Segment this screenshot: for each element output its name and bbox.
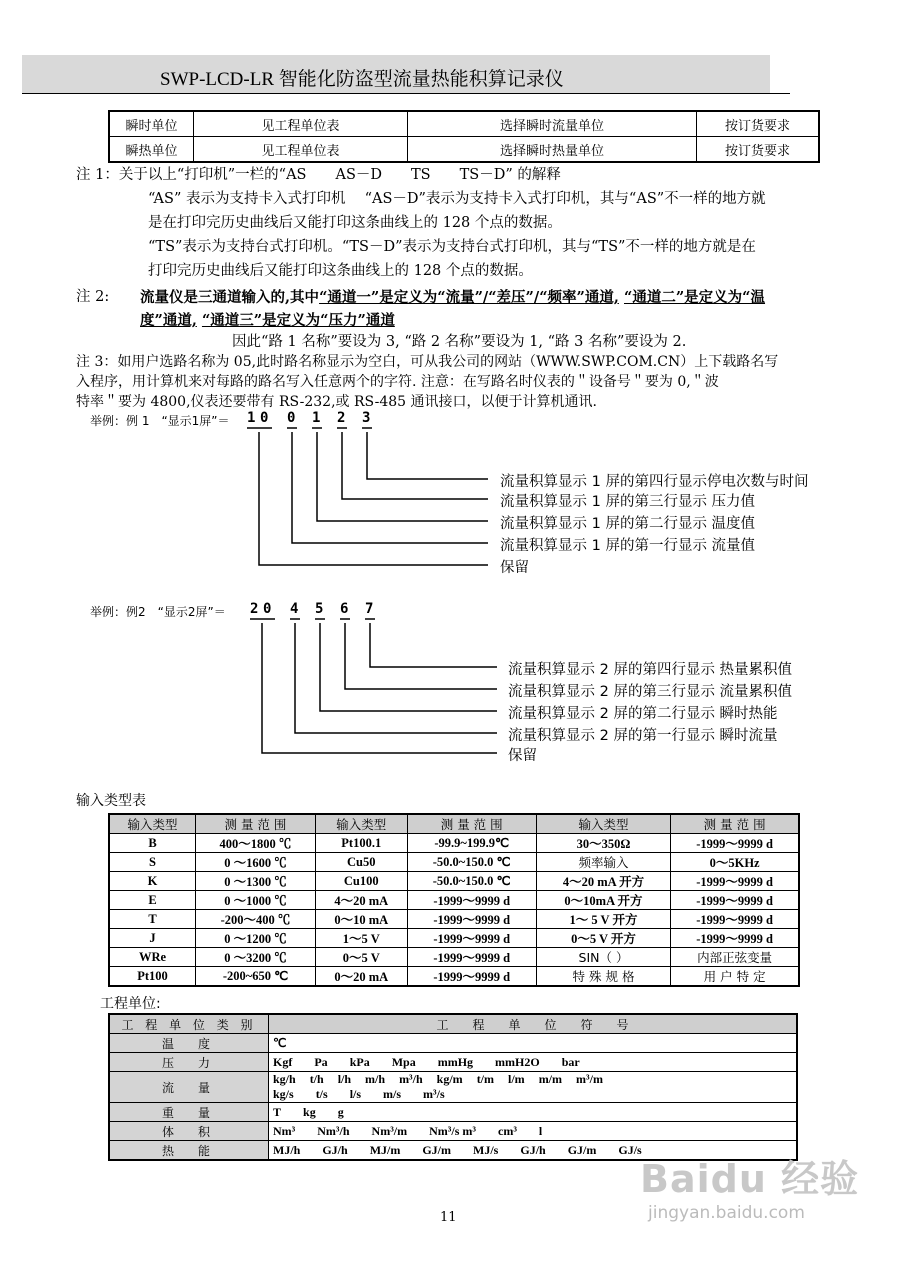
note3-line1: 注 3：如用户选路名称为 05,此时路名称显示为空白，可从我公司的网站（WWW.SWP.COM.CN）上下载路名写 [76, 354, 779, 370]
unit-symbol-line [273, 1124, 792, 1139]
table-row [109, 872, 799, 891]
note2-channel3: “通道三”是定义为“压力”通道 [201, 312, 395, 329]
example1-digit: 3 [362, 410, 373, 426]
example1-digit: 0 [287, 410, 298, 426]
table-cell: 瞬热单位 [109, 137, 194, 163]
unit-symbol: l [538, 1123, 543, 1138]
table-cell: 4～20 mA [315, 891, 407, 910]
example2-digit: 6 [340, 601, 351, 617]
table-cell: SIN（ ） [536, 948, 670, 967]
unit-symbol: kg/s [273, 1087, 294, 1101]
example2-digit: 5 [315, 601, 326, 617]
table-cell: 4～20 mA 开方 [536, 872, 670, 891]
table-cell: 按订货要求 [697, 111, 820, 137]
table-cell: S [109, 853, 196, 872]
table-cell: -1999～9999 d [407, 948, 536, 967]
unit-symbol: mmHg [437, 1054, 474, 1069]
unit-category: 温 度 [109, 1034, 269, 1053]
table-row [109, 1122, 797, 1141]
unit-symbol: t/h [309, 1072, 324, 1086]
table-cell: 400～1800 ℃ [196, 834, 316, 853]
unit-symbols [269, 1122, 798, 1141]
table-cell: 选择瞬时流量单位 [408, 111, 697, 137]
note1-line5: 打印完历史曲线后又能打印这条曲线上的 128 个点的数据。 [148, 263, 533, 279]
note1-line3: 是在打印完历史曲线后又能打印这条曲线上的 128 个点的数据。 [148, 215, 562, 231]
unit-symbol: t/m [476, 1072, 495, 1086]
example2-label: 举例：例2 “显示2屏”＝ [90, 605, 226, 619]
table-row [109, 834, 799, 853]
example1-digit: 1 [312, 410, 323, 426]
example1-annotation: 保留 [500, 560, 529, 576]
table-cell: 0～5 V [315, 948, 407, 967]
unit-symbol: kg/m [436, 1072, 463, 1086]
table-cell: 0～10 mA [315, 910, 407, 929]
unit-symbol: MJ/h [273, 1142, 301, 1157]
unit-symbols [269, 1103, 798, 1122]
table-cell: -1999～9999 d [671, 910, 799, 929]
example1-digit: 1 [247, 410, 258, 426]
note2-channel2-end: 度”通道, [140, 312, 197, 329]
table-cell: E [109, 891, 196, 910]
unit-category: 压 力 [109, 1053, 269, 1072]
column-header: 输入类型 [536, 814, 670, 834]
unit-symbol: MJ/s [473, 1142, 499, 1157]
table-cell: J [109, 929, 196, 948]
example2-annotation: 流量积算显示 2 屏的第一行显示 瞬时流量 [508, 728, 778, 744]
table-cell: -99.9~199.9℃ [407, 834, 536, 853]
table-cell: 0 ～1200 ℃ [196, 929, 316, 948]
unit-symbol: m/m [538, 1072, 563, 1086]
unit-symbol: m³/m [576, 1072, 603, 1086]
table-cell: -50.0~150.0 ℃ [407, 853, 536, 872]
table-cell: -1999～9999 d [407, 967, 536, 987]
table-cell: -1999～9999 d [671, 891, 799, 910]
note2-text: 流量仪是三通道输入的,其中 [140, 289, 320, 306]
table-row [109, 1053, 797, 1072]
unit-symbol: Nm³ [273, 1123, 296, 1138]
unit-symbol: Nm³/h [317, 1123, 350, 1138]
note2-label: 注 2: [76, 289, 110, 305]
unit-symbol: MJ/m [369, 1142, 401, 1157]
table-cell: 1～5 V [315, 929, 407, 948]
unit-symbol: GJ/h [520, 1142, 546, 1157]
table-cell: 0 ～1300 ℃ [196, 872, 316, 891]
table-header-row [109, 814, 799, 834]
example1-annotation: 流量积算显示 1 屏的第四行显示停电次数与时间 [500, 474, 809, 490]
unit-category: 流 量 [109, 1072, 269, 1103]
unit-category: 体 积 [109, 1122, 269, 1141]
column-header: 工 程 单 位 符 号 [269, 1014, 798, 1034]
input-table-title: 输入类型表 [76, 793, 146, 809]
unit-symbol: GJ/m [567, 1142, 597, 1157]
column-header: 工 程 单 位 类 别 [109, 1014, 269, 1034]
table-cell: Cu50 [315, 853, 407, 872]
unit-category: 热 能 [109, 1141, 269, 1161]
table-row [109, 967, 799, 987]
example1-annotation: 流量积算显示 1 屏的第一行显示 流量值 [500, 538, 756, 554]
example1-digit: 2 [337, 410, 348, 426]
column-header: 输入类型 [109, 814, 196, 834]
example1-annotation: 流量积算显示 1 屏的第二行显示 温度值 [500, 516, 756, 532]
table-cell: K [109, 872, 196, 891]
unit-symbol: Nm³/s m³ [429, 1123, 476, 1138]
unit-symbols [269, 1053, 798, 1072]
table-row [109, 1072, 797, 1103]
table-cell: B [109, 834, 196, 853]
unit-symbol: GJ/s [618, 1142, 642, 1157]
example2-digit: 4 [290, 601, 301, 617]
table-cell: 内部正弦变量 [671, 948, 799, 967]
table-header-row [109, 1014, 797, 1034]
table-cell: 见工程单位表 [194, 137, 408, 163]
table-cell: 0～5 V 开方 [536, 929, 670, 948]
table-cell: 0～5KHz [671, 853, 799, 872]
table-row [109, 853, 799, 872]
example1-annotation: 流量积算显示 1 屏的第三行显示 压力值 [500, 494, 756, 510]
example2-digit: 2 [250, 601, 261, 617]
table-cell: 见工程单位表 [194, 111, 408, 137]
column-header: 测 量 范 围 [196, 814, 316, 834]
table-cell: -1999～9999 d [671, 929, 799, 948]
table-cell: -1999～9999 d [671, 872, 799, 891]
note1-line4: “TS”表示为支持台式打印机。“TS－D”表示为支持台式打印机，其与“TS”不一样的地方就是在 [148, 239, 756, 255]
column-header: 输入类型 [315, 814, 407, 834]
table-cell: 0～10mA 开方 [536, 891, 670, 910]
table-cell: 特 殊 规 格 [536, 967, 670, 987]
unit-symbol-line [273, 1105, 792, 1120]
unit-symbols [269, 1072, 798, 1103]
note1-line1: 注 1：关于以上“打印机”一栏的“AS AS－D TS TS－D” 的解释 [76, 167, 561, 183]
table-cell: 0～20 mA [315, 967, 407, 987]
unit-symbol: m³/h [399, 1072, 423, 1086]
unit-symbol-line [273, 1072, 792, 1087]
unit-symbol-line [273, 1055, 792, 1070]
table-row [109, 1034, 797, 1053]
note2-channel2: “通道二”是定义为“温 [624, 289, 766, 306]
note1-line2: “AS” 表示为支持卡入式打印机 “AS－D”表示为支持卡入式打印机，其与“AS”不一样的地方就 [148, 191, 766, 207]
table-cell: 用 户 特 定 [671, 967, 799, 987]
table-cell: -200～400 ℃ [196, 910, 316, 929]
note3-line2: 入程序，用计算机来对每路的路名写入任意两个的字符. 注意：在写路名时仪表的＂设备号＂要为 0,＂波 [76, 374, 719, 390]
column-header: 测 量 范 围 [671, 814, 799, 834]
engineering-unit-table [108, 1013, 798, 1161]
input-type-table [108, 813, 800, 987]
example1-label: 举例：例 1 “显示1屏”＝ [90, 414, 230, 428]
watermark [640, 1148, 859, 1223]
unit-symbol: m/h [365, 1072, 386, 1086]
table-cell: -1999～9999 d [671, 834, 799, 853]
table-cell: 1～ 5 V 开方 [536, 910, 670, 929]
unit-symbol: kg/h [273, 1072, 296, 1086]
unit-symbol: kPa [349, 1054, 370, 1069]
table-cell: Pt100.1 [315, 834, 407, 853]
table-cell: -200~650 ℃ [196, 967, 316, 987]
unit-category: 重 量 [109, 1103, 269, 1122]
page-number: 11 [440, 1210, 457, 1225]
example2-annotation: 保留 [508, 748, 537, 764]
unit-symbol: Mpa [391, 1054, 416, 1069]
table-cell: -1999～9999 d [407, 929, 536, 948]
table-cell: Pt100 [109, 967, 196, 987]
table-cell: Cu100 [315, 872, 407, 891]
table-cell: -1999～9999 d [407, 910, 536, 929]
table-cell: 频率输入 [536, 853, 670, 872]
example2-annotation: 流量积算显示 2 屏的第二行显示 瞬时热能 [508, 706, 778, 722]
note3-line3: 特率＂要为 4800,仪表还要带有 RS-232,或 RS-485 通讯接口，以便于计算机通讯. [76, 394, 597, 410]
table-cell: T [109, 910, 196, 929]
unit-symbol: m³/s [423, 1087, 445, 1101]
table-cell: -50.0~150.0 ℃ [407, 872, 536, 891]
unit-symbols [269, 1034, 798, 1053]
unit-symbol: l/h [337, 1072, 352, 1086]
table-cell: WRe [109, 948, 196, 967]
unit-symbol: T [273, 1104, 282, 1119]
unit-symbol-line [273, 1036, 792, 1051]
unit-symbol: m/s [383, 1087, 402, 1101]
table-cell: 0 ～3200 ℃ [196, 948, 316, 967]
unit-symbol: GJ/h [322, 1142, 348, 1157]
table-row [109, 1103, 797, 1122]
unit-symbol: GJ/m [422, 1142, 452, 1157]
table-cell: 0 ～1000 ℃ [196, 891, 316, 910]
unit-symbol: l/m [508, 1072, 525, 1086]
example2-annotation: 流量积算显示 2 屏的第四行显示 热量累积值 [508, 662, 793, 678]
unit-symbol: cm³ [498, 1123, 517, 1138]
unit-symbol-line [273, 1087, 792, 1102]
table-cell: 选择瞬时热量单位 [408, 137, 697, 163]
table-cell: 按订货要求 [697, 137, 820, 163]
unit-symbol: g [337, 1104, 344, 1119]
unit-table-title: 工程单位: [100, 996, 161, 1012]
table-cell: 瞬时单位 [109, 111, 194, 137]
input-table-body [109, 834, 799, 987]
table-cell: 30～350Ω [536, 834, 670, 853]
watermark-url: jingyan.baidu.com [648, 1203, 805, 1223]
unit-symbol: l/s [349, 1087, 362, 1101]
unit-symbol: Pa [314, 1054, 328, 1069]
unit-symbol: Kgf [273, 1054, 293, 1069]
note2-channel1: “通道一”是定义为“流量”/“差压”/“频率”通道, [319, 289, 619, 306]
example2-digit: 7 [365, 601, 376, 617]
watermark-brand: Baidu 经验 [640, 1157, 860, 1201]
column-header: 测 量 范 围 [407, 814, 536, 834]
unit-symbol: Nm³/m [371, 1123, 408, 1138]
unit-symbol: kg [303, 1104, 316, 1119]
unit-symbol: bar [561, 1054, 580, 1069]
unit-symbol: mmH2O [495, 1054, 540, 1069]
unit-symbol: ℃ [273, 1035, 287, 1050]
example2-annotation: 流量积算显示 2 屏的第三行显示 流量累积值 [508, 684, 793, 700]
table-cell: 0 ～1600 ℃ [196, 853, 316, 872]
table-row [109, 891, 799, 910]
table-row [109, 948, 799, 967]
unit-symbol: t/s [315, 1087, 328, 1101]
example2-digit: 0 [263, 601, 274, 617]
table-row [109, 929, 799, 948]
example1-digit: 0 [260, 410, 271, 426]
table-cell: -1999～9999 d [407, 891, 536, 910]
table-row [109, 910, 799, 929]
page-title: SWP-LCD-LR 智能化防盗型流量热能积算记录仪 [160, 69, 564, 90]
unit-table-body [109, 1034, 797, 1161]
note2-line3: 因此“路 1 名称”要设为 3, “路 2 名称”要设为 1, “路 3 名称”要设为 2. [232, 334, 687, 350]
